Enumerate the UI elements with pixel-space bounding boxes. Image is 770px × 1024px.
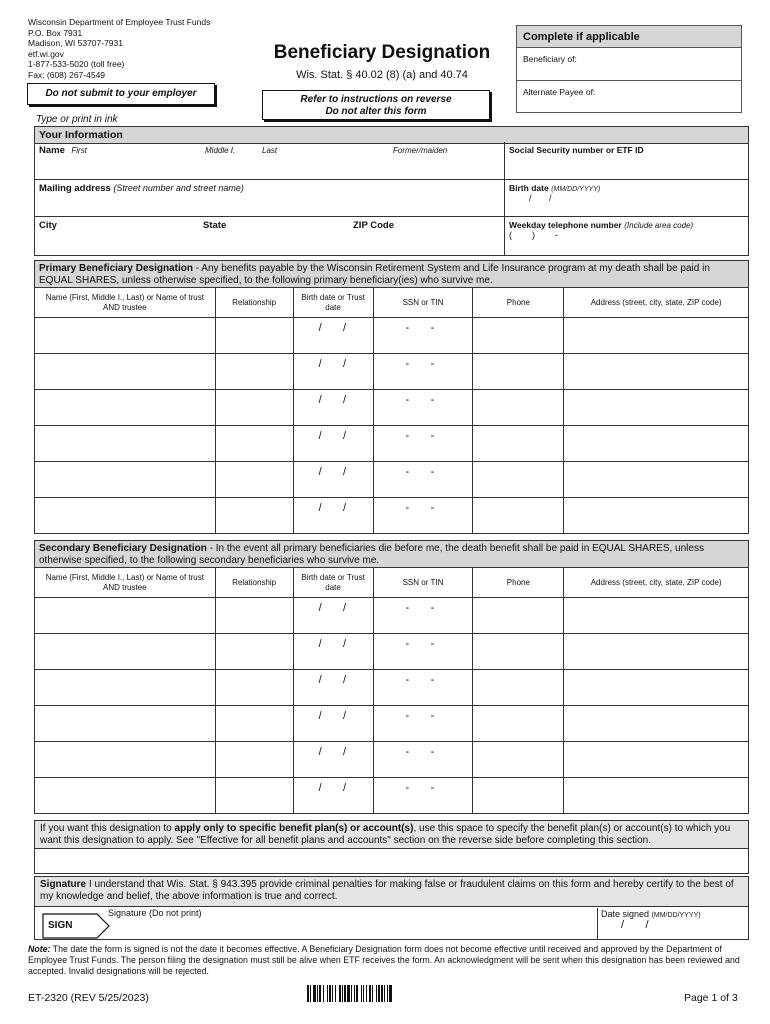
- name-cell[interactable]: [35, 742, 216, 778]
- effective-note: [28, 944, 748, 977]
- ssn-cell[interactable]: - -: [373, 670, 473, 706]
- address-cell[interactable]: [564, 634, 749, 670]
- ssn-cell[interactable]: - -: [373, 318, 473, 354]
- phone-cell[interactable]: [473, 498, 564, 534]
- col-address: Address (street, city, state, ZIP code): [564, 288, 749, 318]
- type-print-instruction: Type or print in ink: [36, 114, 118, 125]
- alternate-payee-field[interactable]: Alternate Payee of:: [517, 80, 741, 112]
- name-cell[interactable]: [35, 426, 216, 462]
- relationship-cell[interactable]: [215, 742, 293, 778]
- birth-label: Birth date: [509, 183, 549, 193]
- ssn-cell[interactable]: - -: [373, 742, 473, 778]
- birth-date-cell[interactable]: / /: [293, 498, 373, 534]
- col-name: Name (First, Middle I., Last) or Name of trust AND trustee: [35, 568, 216, 598]
- name-cell[interactable]: [35, 318, 216, 354]
- phone-cell[interactable]: [473, 670, 564, 706]
- beneficiary-row: [35, 498, 749, 534]
- col-phone: Phone: [473, 288, 564, 318]
- form-subtitle: Wis. Stat. § 40.02 (8) (a) and 40.74: [296, 69, 468, 81]
- relationship-cell[interactable]: [215, 778, 293, 814]
- specific-plans-input[interactable]: [35, 849, 748, 873]
- birth-date-cell[interactable]: / /: [293, 706, 373, 742]
- secondary-heading-box: [34, 540, 749, 568]
- col-ssn: SSN or TIN: [373, 568, 473, 598]
- form-number: ET-2320 (REV 5/25/2023): [28, 992, 149, 1004]
- signature-bold: Signature: [40, 879, 87, 890]
- phone-mask: ( ) -: [509, 230, 558, 240]
- phone-cell[interactable]: [473, 354, 564, 390]
- address-cell[interactable]: [564, 670, 749, 706]
- ssn-cell[interactable]: - -: [373, 462, 473, 498]
- your-information-section: [34, 126, 749, 256]
- beneficiary-of-field[interactable]: Beneficiary of:: [523, 54, 577, 64]
- agency-line: Fax: (608) 267-4549: [28, 69, 106, 80]
- do-not-submit-notice: Do not submit to your employer: [27, 83, 215, 105]
- address-cell[interactable]: [564, 598, 749, 634]
- birth-date-cell[interactable]: / /: [293, 670, 373, 706]
- birth-date-cell[interactable]: / /: [293, 742, 373, 778]
- ssn-etf-id-field[interactable]: [505, 142, 748, 180]
- primary-heading: [35, 261, 748, 288]
- primary-beneficiary-table: [34, 287, 749, 534]
- date-signed-field[interactable]: [597, 908, 749, 940]
- sign-label: SIGN: [48, 920, 73, 931]
- birth-date-field[interactable]: [505, 180, 748, 217]
- relationship-cell[interactable]: [215, 462, 293, 498]
- ssn-label: Social Security number or ETF ID: [509, 145, 644, 155]
- col-ssn: SSN or TIN: [373, 288, 473, 318]
- phone-cell[interactable]: [473, 778, 564, 814]
- beneficiary-row: [35, 634, 749, 670]
- secondary-heading-bold: Secondary Beneficiary Designation: [39, 543, 207, 554]
- former-hint: Former/maiden: [393, 146, 448, 155]
- city-state-zip-field[interactable]: [35, 217, 505, 255]
- name-cell[interactable]: [35, 778, 216, 814]
- address-cell[interactable]: [564, 778, 749, 814]
- birth-date-cell[interactable]: / /: [293, 390, 373, 426]
- phone-cell[interactable]: [473, 634, 564, 670]
- agency-line: Madison, WI 53707-7931: [28, 38, 123, 48]
- mailing-hint: (Street number and street name): [113, 183, 244, 193]
- beneficiary-row: [35, 778, 749, 814]
- specific-text-bold: apply only to specific benefit plan(s) or account(s): [174, 823, 414, 834]
- birth-date-cell[interactable]: / /: [293, 426, 373, 462]
- birth-date-cell[interactable]: / /: [293, 778, 373, 814]
- beneficiary-row: [35, 670, 749, 706]
- primary-heading-text: - Any benefits payable by the Wisconsin Retirement System and Life Insurance program at my death shall be paid in EQUAL SHARES, unless otherwise specified, to the following primary beneficiary(ies) who survive me.: [39, 263, 710, 286]
- birth-date-cell[interactable]: / /: [293, 634, 373, 670]
- agency-address: [28, 17, 210, 80]
- phone-cell[interactable]: [473, 462, 564, 498]
- specific-plans-text: [35, 821, 748, 849]
- birth-slashes: / /: [529, 193, 552, 203]
- relationship-cell[interactable]: [215, 706, 293, 742]
- ssn-cell[interactable]: - -: [373, 354, 473, 390]
- address-cell[interactable]: [564, 706, 749, 742]
- relationship-cell[interactable]: [215, 670, 293, 706]
- zip-label: ZIP Code: [353, 220, 394, 231]
- agency-line: 1-877-533-5020 (toll free): [28, 59, 125, 69]
- beneficiary-row: [35, 390, 749, 426]
- secondary-heading: [35, 541, 748, 568]
- name-cell[interactable]: [35, 598, 216, 634]
- beneficiary-row: [35, 354, 749, 390]
- note-text: The date the form is signed is not the date it becomes effective. A Beneficiary Designation form does not become effective until received and approved by the Department of Employee Trust Funds. The person filing the designation must still be alive when ETF receives the form. An acknowledgment will be sent when this designation has been reviewed and accepted. Invalid designations will be rejected.: [28, 944, 740, 976]
- phone-hint: (Include area code): [624, 221, 694, 230]
- complete-if-applicable-box: [516, 25, 742, 113]
- col-phone: Phone: [473, 568, 564, 598]
- mailing-address-field[interactable]: [35, 180, 505, 217]
- first-hint: First: [71, 146, 87, 155]
- address-cell[interactable]: [564, 354, 749, 390]
- birth-date-cell[interactable]: / /: [293, 598, 373, 634]
- relationship-cell[interactable]: [215, 598, 293, 634]
- beneficiary-row: [35, 462, 749, 498]
- name-cell[interactable]: [35, 706, 216, 742]
- beneficiary-row: [35, 742, 749, 778]
- name-cell[interactable]: [35, 634, 216, 670]
- ssn-cell[interactable]: - -: [373, 426, 473, 462]
- name-cell[interactable]: [35, 462, 216, 498]
- signature-field[interactable]: Signature (Do not print): [108, 908, 202, 918]
- agency-line: Wisconsin Department of Employee Trust Funds: [28, 17, 211, 27]
- ssn-cell[interactable]: - -: [373, 390, 473, 426]
- relationship-cell[interactable]: [215, 498, 293, 534]
- your-information-heading: Your Information: [35, 127, 748, 144]
- beneficiary-row: [35, 706, 749, 742]
- city-label: City: [39, 220, 57, 231]
- relationship-cell[interactable]: [215, 634, 293, 670]
- name-label: Name: [39, 145, 65, 156]
- address-cell[interactable]: [564, 462, 749, 498]
- col-birth: Birth date or Trust date: [293, 568, 373, 598]
- relationship-cell[interactable]: [215, 318, 293, 354]
- page-number: Page 1 of 3: [684, 992, 738, 1004]
- col-relationship: Relationship: [215, 288, 293, 318]
- col-name: Name (First, Middle I., Last) or Name of trust AND trustee: [35, 288, 216, 318]
- middle-hint: Middle I.: [205, 146, 236, 155]
- birth-date-cell[interactable]: / /: [293, 318, 373, 354]
- table-header-row: [35, 568, 749, 598]
- refer-line-1: Refer to instructions on reverse: [300, 94, 452, 105]
- refer-instructions-notice: [262, 90, 490, 120]
- mailing-label: Mailing address: [39, 183, 111, 194]
- phone-label: Weekday telephone number: [509, 220, 622, 230]
- refer-line-2: Do not alter this form: [325, 106, 427, 117]
- specific-text-a: If you want this designation to: [40, 823, 175, 834]
- state-label: State: [203, 220, 227, 231]
- table-header-row: [35, 288, 749, 318]
- last-hint: Last: [262, 146, 278, 155]
- name-cell[interactable]: [35, 670, 216, 706]
- phone-cell[interactable]: [473, 318, 564, 354]
- primary-heading-box: [34, 260, 749, 288]
- phone-cell[interactable]: [473, 426, 564, 462]
- relationship-cell[interactable]: [215, 354, 293, 390]
- agency-line: P.O. Box 7931: [28, 27, 83, 38]
- ssn-cell[interactable]: - -: [373, 498, 473, 534]
- address-cell[interactable]: [564, 390, 749, 426]
- ssn-cell[interactable]: - -: [373, 778, 473, 814]
- beneficiary-row: [35, 598, 749, 634]
- note-bold: Note:: [28, 944, 51, 954]
- phone-cell[interactable]: [473, 742, 564, 778]
- address-cell[interactable]: [564, 318, 749, 354]
- name-cell[interactable]: [35, 354, 216, 390]
- specific-plans-section: [34, 820, 749, 874]
- telephone-field[interactable]: [505, 217, 748, 255]
- signature-text: I understand that Wis. Stat. § 943.395 provide criminal penalties for making false or fraudulent claims on this form and hereby certify to the best of my knowledge and belief, the above information is true and correct.: [40, 879, 734, 902]
- name-cell[interactable]: [35, 498, 216, 534]
- beneficiary-row: [35, 426, 749, 462]
- col-birth: Birth date or Trust date: [293, 288, 373, 318]
- name-cell[interactable]: [35, 390, 216, 426]
- form-title: Beneficiary Designation: [273, 42, 491, 63]
- address-cell[interactable]: [564, 426, 749, 462]
- specific-text-b: , use this space to specify the benefit plan(s) or account(s) to which you want this designation to apply. See "Effective for all benefit plans and accounts" section on the reverse side before completing this section.: [40, 823, 731, 846]
- ssn-cell[interactable]: - -: [373, 634, 473, 670]
- secondary-beneficiary-table: [34, 567, 749, 814]
- signature-certification: [35, 877, 748, 907]
- birth-date-cell[interactable]: / /: [293, 354, 373, 390]
- beneficiary-row: [35, 318, 749, 354]
- address-cell[interactable]: [564, 498, 749, 534]
- phone-cell[interactable]: [473, 706, 564, 742]
- col-address: Address (street, city, state, ZIP code): [564, 568, 749, 598]
- address-cell[interactable]: [564, 742, 749, 778]
- date-signed-hint: (MM/DD/YYYY): [651, 912, 701, 919]
- agency-line: etf.wi.gov: [28, 48, 64, 59]
- applicable-heading: Complete if applicable: [517, 26, 741, 48]
- ssn-cell[interactable]: - -: [373, 706, 473, 742]
- relationship-cell[interactable]: [215, 426, 293, 462]
- phone-cell[interactable]: [473, 598, 564, 634]
- phone-cell[interactable]: [473, 390, 564, 426]
- col-relationship: Relationship: [215, 568, 293, 598]
- relationship-cell[interactable]: [215, 390, 293, 426]
- ssn-cell[interactable]: - -: [373, 598, 473, 634]
- barcode-icon: [307, 985, 462, 1002]
- name-field[interactable]: [35, 142, 505, 180]
- date-signed-label: Date signed: [601, 909, 650, 919]
- primary-heading-bold: Primary Beneficiary Designation: [39, 263, 193, 274]
- birth-hint: (MM/DD/YYYY): [551, 186, 601, 193]
- birth-date-cell[interactable]: / /: [293, 462, 373, 498]
- date-signed-slashes: / /: [621, 919, 649, 931]
- secondary-heading-text: - In the event all primary beneficiaries die before me, the death benefit shall be paid in EQUAL SHARES, unless otherwise specified, to the following secondary beneficiaries who survive me.: [39, 543, 704, 566]
